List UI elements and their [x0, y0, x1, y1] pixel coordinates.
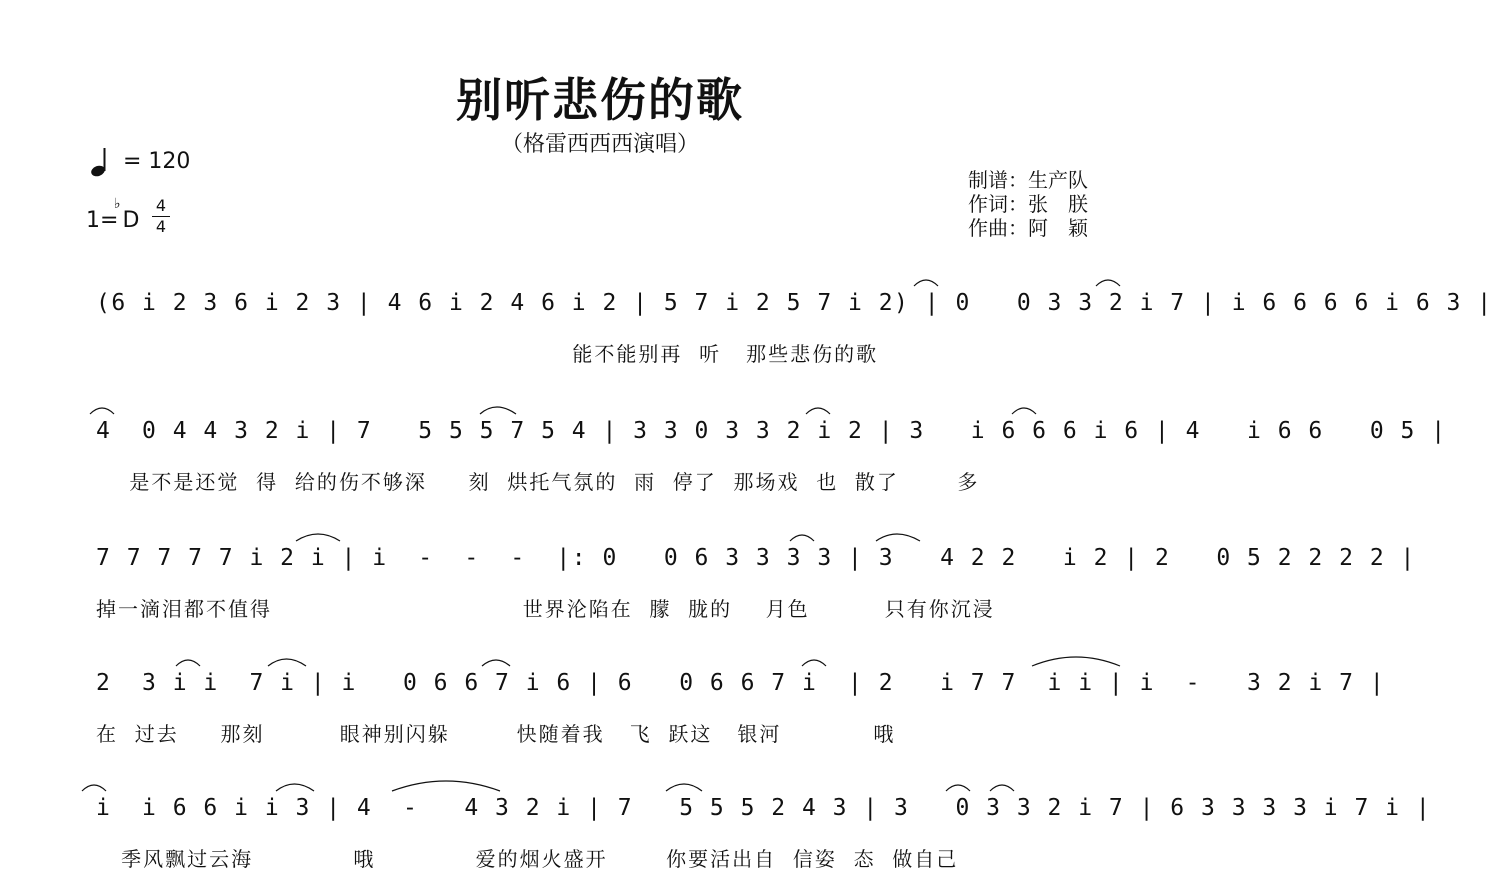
score-line-3: [96, 545, 1416, 635]
song-subtitle: （格雷西西西演唱）: [500, 132, 699, 157]
time-signature: [152, 198, 170, 235]
score-line-5: [96, 795, 1432, 885]
time-signature-bottom: 4: [155, 217, 167, 236]
score-line-lyrics: 在 过去 那刻 眼神别闪躲 快随着我 飞 跃这 银河 哦: [96, 722, 896, 746]
score-line-2: [96, 418, 1447, 508]
slur-marks: [96, 400, 1126, 420]
quarter-note-icon: [88, 146, 116, 178]
slur-marks: [96, 777, 1126, 797]
credit-lyricist: 作词：张 朕: [968, 192, 1088, 216]
score-line-4: [96, 670, 1386, 760]
key-signature: [86, 196, 140, 233]
slur-marks: [96, 652, 1126, 672]
credits: [968, 168, 1088, 240]
score-line-notes: 7 7 7 7 7 i 2 i | i - - - |: 0 0 6 3 3 3 3 | 3 4 2 2 i 2 | 2 0 5 2 2 2 2 |: [96, 545, 1416, 571]
score-line-lyrics: 掉一滴泪都不值得 世界沦陷在 朦 胧的 月色 只有你沉浸: [96, 597, 995, 621]
score-line-notes: (6 i 2 3 6 i 2 3 | 4 6 i 2 4 6 i 2 | 5 7 i 2 5 7 i 2) | 0 0 3 3 2 i 7 | i 6 6 6 6 i 6 3 |: [96, 290, 1493, 316]
song-title: 别听悲伤的歌: [456, 73, 744, 127]
score-line-1: [96, 290, 1493, 380]
tempo-marking: [88, 146, 190, 178]
score-line-notes: 2 3 i i 7 i | i 0 6 6 7 i 6 | 6 0 6 6 7 i | 2 i 7 7 i i | i - 3 2 i 7 |: [96, 670, 1386, 696]
flat-icon: ♭: [114, 196, 121, 212]
score-line-lyrics: 是不是还觉 得 给的伤不够深 刻 烘托气氛的 雨 停了 那场戏 也 散了 多: [96, 470, 980, 494]
credit-arranger: 制谱：生产队: [968, 168, 1088, 192]
credit-composer: 作曲：阿 颖: [968, 216, 1088, 240]
key-tonic: D: [122, 208, 140, 233]
tempo-value: = 120: [123, 149, 191, 174]
score-line-lyrics: 能不能别再 听 那些悲伤的歌: [96, 342, 879, 366]
slur-marks: [96, 527, 1126, 547]
time-signature-top: 4: [155, 196, 167, 215]
score-line-notes: i i 6 6 i i 3 | 4 - 4 3 2 i | 7 5 5 5 2 4 3 | 3 0 3 3 2 i 7 | 6 3 3 3 3 i 7 i |: [96, 795, 1432, 821]
slur-marks: [96, 272, 1126, 292]
score-line-lyrics: 季风飘过云海 哦 爱的烟火盛开 你要活出自 信姿 态 做自己: [96, 847, 959, 871]
key-one: 1=: [86, 208, 119, 233]
score-line-notes: 4 0 4 4 3 2 i | 7 5 5 5 7 5 4 | 3 3 0 3 3 2 i 2 | 3 i 6 6 6 i 6 | 4 i 6 6 0 5 |: [96, 418, 1447, 444]
